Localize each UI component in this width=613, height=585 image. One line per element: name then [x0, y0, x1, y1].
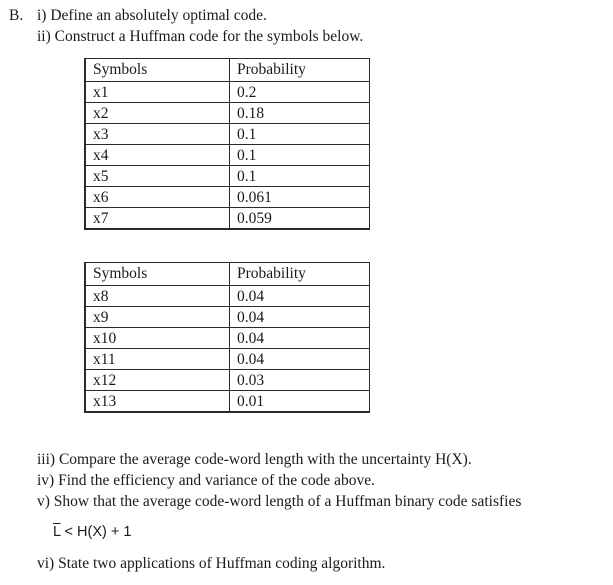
question-vi-text: vi) State two applications of Huffman coding algorithm. — [37, 555, 386, 572]
probability-table-2 — [84, 262, 370, 413]
symbol-cell: x11 — [85, 349, 230, 370]
question-vi — [37, 554, 385, 574]
question-v-text: v) Show that the average code-word length of a Huffman binary code satisfies — [37, 493, 522, 510]
question-i — [37, 6, 267, 26]
table-row — [85, 166, 370, 187]
table-row — [85, 187, 370, 208]
probability-cell: 0.03 — [230, 370, 370, 391]
probability-cell: 0.04 — [230, 349, 370, 370]
question-iv-text: iv) Find the efficiency and variance of the code above. — [37, 472, 375, 489]
section-label — [9, 6, 23, 26]
table-row — [85, 124, 370, 145]
table-row — [85, 208, 370, 230]
probability-cell: 0.18 — [230, 103, 370, 124]
probability-cell: 0.04 — [230, 328, 370, 349]
table-row — [85, 391, 370, 413]
inequality-rhs: < H(X) + 1 — [60, 524, 132, 540]
symbol-cell: x13 — [85, 391, 230, 413]
table-row — [85, 307, 370, 328]
probability-table-1 — [84, 58, 370, 230]
symbol-cell: x5 — [85, 166, 230, 187]
table-row — [85, 328, 370, 349]
table-row — [85, 286, 370, 307]
table-row — [85, 145, 370, 166]
symbol-cell: x12 — [85, 370, 230, 391]
header-probability: Probability — [230, 59, 370, 82]
table-row — [85, 349, 370, 370]
symbol-cell: x8 — [85, 286, 230, 307]
average-length-symbol: $\overline{L}$ — [53, 524, 61, 540]
table-row — [85, 82, 370, 103]
table-header-row — [85, 263, 370, 286]
question-iii-text: iii) Compare the average code-word length with the uncertainty H(X). — [37, 451, 472, 468]
question-ii — [37, 27, 363, 47]
probability-cell: 0.1 — [230, 124, 370, 145]
probability-cell: 0.04 — [230, 307, 370, 328]
question-v — [37, 492, 521, 512]
probability-cell: 0.04 — [230, 286, 370, 307]
probability-cell: 0.1 — [230, 145, 370, 166]
symbol-cell: x10 — [85, 328, 230, 349]
header-probability: Probability — [230, 263, 370, 286]
probability-cell: 0.1 — [230, 166, 370, 187]
table-row — [85, 370, 370, 391]
question-ii-text: ii) Construct a Huffman code for the symbols below. — [37, 28, 364, 45]
question-iv — [37, 471, 375, 491]
symbol-cell: x2 — [85, 103, 230, 124]
symbol-cell: x6 — [85, 187, 230, 208]
header-symbols: Symbols — [85, 59, 230, 82]
table-header-row — [85, 59, 370, 82]
header-symbols: Symbols — [85, 263, 230, 286]
question-i-text: i) Define an absolutely optimal code. — [37, 7, 267, 24]
section-letter: B. — [9, 7, 24, 24]
probability-cell: 0.2 — [230, 82, 370, 103]
symbol-cell: x3 — [85, 124, 230, 145]
symbol-cell: x4 — [85, 145, 230, 166]
symbol-cell: x1 — [85, 82, 230, 103]
inequality-formula — [53, 522, 131, 542]
symbol-cell: x7 — [85, 208, 230, 230]
symbol-cell: x9 — [85, 307, 230, 328]
table-row — [85, 103, 370, 124]
probability-cell: 0.01 — [230, 391, 370, 413]
probability-cell: 0.061 — [230, 187, 370, 208]
probability-cell: 0.059 — [230, 208, 370, 230]
question-iii — [37, 450, 472, 470]
